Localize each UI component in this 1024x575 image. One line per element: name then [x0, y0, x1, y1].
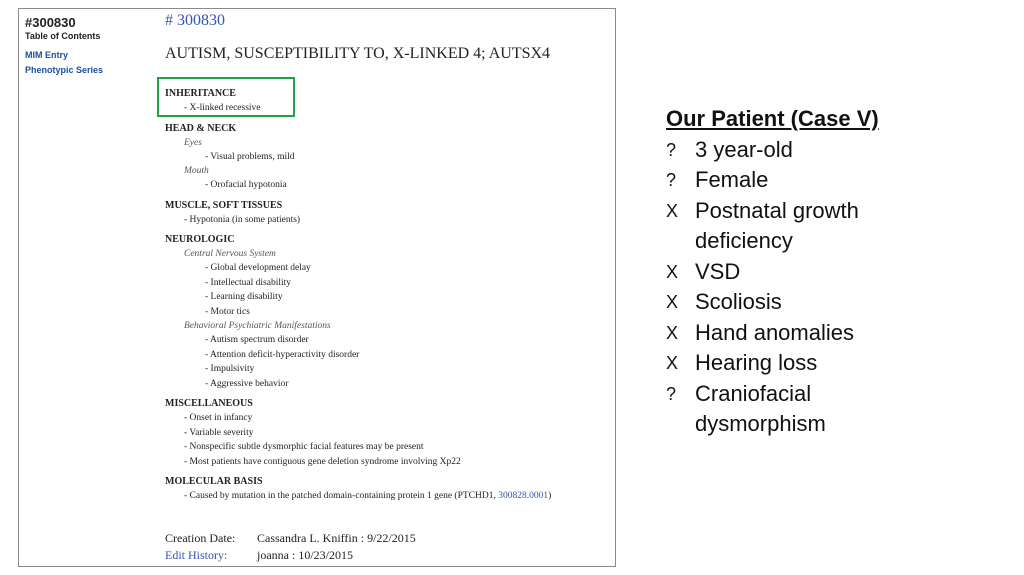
sidebar-link-phenotypic-series[interactable]: Phenotypic Series [25, 65, 104, 75]
synopsis-subheading: Central Nervous System [184, 249, 276, 259]
synopsis-item: - Visual problems, mild [205, 151, 295, 162]
sidebar-entry-id: #300830 [25, 15, 76, 30]
patient-feature-text: Hearing loss [695, 350, 818, 375]
x-mark-icon: X [666, 200, 679, 221]
patient-panel [666, 104, 915, 440]
synopsis-section-miscellaneous [165, 397, 610, 469]
question-mark-icon: ? [666, 139, 677, 160]
synopsis-item: - Most patients have contiguous gene deletion syndrome involving Xp22 [184, 456, 461, 467]
sidebar-link-mim-entry[interactable]: MIM Entry [25, 50, 69, 60]
x-mark-icon: X [666, 322, 679, 343]
section-heading: MISCELLANEOUS [165, 398, 253, 409]
question-mark-icon: ? [666, 170, 677, 190]
synopsis-section-muscle-soft-tissues [165, 199, 610, 228]
patient-feature-row [666, 348, 915, 379]
synopsis-sections [165, 87, 610, 469]
synopsis-item: - Hypotonia (in some patients) [184, 214, 301, 225]
patient-feature-text: Hand anomalies [695, 319, 854, 345]
synopsis-item: - Autism spectrum disorder [205, 335, 309, 345]
omim-screenshot [18, 8, 616, 567]
patient-feature-row [666, 135, 915, 166]
patient-feature-text: VSD [695, 258, 741, 284]
synopsis-item: - Motor tics [205, 306, 250, 317]
synopsis-item: - Orofacial hypotonia [205, 180, 287, 190]
section-heading: MOLECULAR BASIS [165, 476, 263, 487]
entry-number: # 300830 [165, 12, 225, 29]
synopsis-subheading: Eyes [184, 137, 202, 148]
question-mark-icon: ? [666, 383, 677, 404]
sidebar-toc-label: Table of Contents [25, 31, 101, 41]
patient-feature-list [666, 135, 915, 440]
synopsis-item: - Intellectual disability [205, 277, 292, 288]
sidebar [25, 15, 135, 75]
patient-title: Our Patient (Case V) [666, 106, 879, 131]
clinical-synopsis [165, 87, 610, 510]
synopsis-item [165, 489, 610, 504]
patient-feature-text: Craniofacial [695, 380, 812, 406]
edit-row [165, 547, 416, 564]
patient-feature-row [666, 257, 915, 288]
x-mark-icon [666, 226, 695, 257]
synopsis-item: - Onset in infancy [184, 413, 253, 423]
creation-row [165, 530, 416, 547]
question-mark-icon [666, 409, 695, 440]
section-heading: MUSCLE, SOFT TISSUES [165, 199, 283, 211]
synopsis-item: - Aggressive behavior [205, 378, 289, 389]
synopsis-item: - Attention deficit-hyperactivity disorder [205, 349, 360, 360]
synopsis-item: - Nonspecific subtle dysmorphic facial features may be present [184, 442, 424, 452]
patient-feature-text: 3 year-old [695, 136, 793, 162]
patient-feature-row [666, 165, 915, 196]
synopsis-section-molecular-basis [165, 475, 610, 504]
synopsis-item: - Impulsivity [205, 364, 255, 374]
synopsis-section-inheritance [165, 87, 610, 116]
patient-feature-row [666, 318, 915, 349]
patient-feature-row [666, 379, 915, 410]
synopsis-item: - Variable severity [184, 427, 254, 438]
patient-feature-row [666, 287, 915, 318]
section-heading: INHERITANCE [165, 88, 236, 99]
patient-feature-text: deficiency [695, 228, 793, 253]
synopsis-section-head-neck [165, 122, 610, 193]
synopsis-item: - Global development delay [205, 263, 311, 273]
creation-date-value: Cassandra L. Kniffin : 9/22/2015 [257, 531, 416, 545]
patient-feature-row [666, 409, 915, 440]
patient-feature-text: Scoliosis [695, 289, 782, 314]
patient-feature-text: Female [695, 167, 769, 192]
synopsis-subheading: Mouth [184, 166, 209, 176]
creation-date-label: Creation Date: [165, 531, 236, 545]
edit-history-link[interactable]: Edit History: [165, 548, 228, 562]
allelic-variant-link[interactable]: 300828.0001 [498, 491, 549, 501]
synopsis-item: - Learning disability [205, 292, 283, 302]
x-mark-icon: X [666, 353, 679, 373]
entry-footer [165, 530, 416, 564]
patient-feature-row [666, 226, 915, 257]
synopsis-section-neurologic [165, 233, 610, 391]
molecular-suffix: ) [548, 491, 552, 501]
edit-history-value: joanna : 10/23/2015 [257, 548, 353, 562]
section-heading: NEUROLOGIC [165, 234, 235, 245]
synopsis-subheading: Behavioral Psychiatric Manifestations [184, 321, 331, 331]
synopsis-item: - X-linked recessive [184, 103, 261, 113]
patient-feature-row [666, 196, 915, 227]
patient-feature-text: Postnatal growth [695, 197, 859, 223]
entry-title: AUTISM, SUSCEPTIBILITY TO, X-LINKED 4; AUTSX4 [165, 45, 551, 62]
section-heading: HEAD & NECK [165, 122, 237, 134]
patient-feature-text: dysmorphism [695, 411, 826, 436]
x-mark-icon: X [666, 261, 679, 282]
molecular-text: - Caused by mutation in the patched domain-containing protein 1 gene (PTCHD1, [184, 491, 499, 501]
x-mark-icon: X [666, 292, 679, 312]
